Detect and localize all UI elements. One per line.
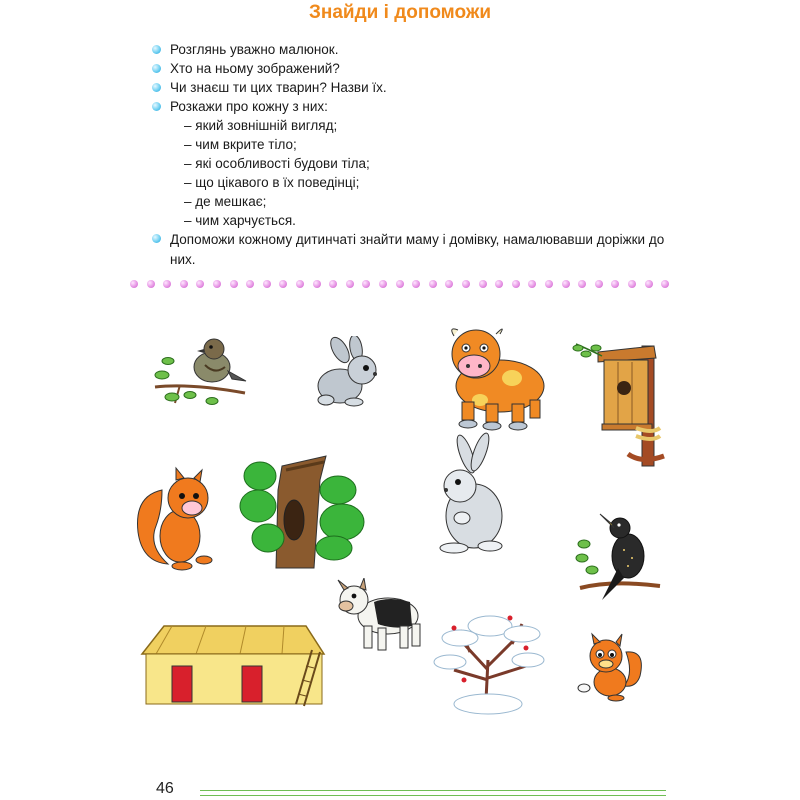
divider-dot xyxy=(180,280,188,288)
divider-dot xyxy=(595,280,603,288)
baby-squirrel-icon xyxy=(576,630,646,702)
sub-item: – чим харчується. xyxy=(184,213,296,228)
divider-dot xyxy=(147,280,155,288)
bullet-icon xyxy=(152,64,161,73)
sparrow-on-branch-icon xyxy=(150,335,250,410)
divider-dot xyxy=(313,280,321,288)
divider-dot xyxy=(396,280,404,288)
final-task xyxy=(148,230,668,269)
question-2 xyxy=(148,59,668,78)
question-1 xyxy=(148,40,668,59)
question-3 xyxy=(148,78,668,97)
divider-dot xyxy=(213,280,221,288)
footer-line xyxy=(200,795,666,796)
cow-icon xyxy=(440,320,552,432)
calf-icon xyxy=(334,578,424,656)
birdhouse-icon xyxy=(572,332,672,470)
snowy-bush-icon xyxy=(430,600,548,718)
bullet-icon xyxy=(152,102,161,111)
bullet-icon xyxy=(152,83,161,92)
question-text: Чи знаєш ти цих тварин? Назви їх. xyxy=(170,80,387,95)
divider-dot xyxy=(645,280,653,288)
divider-dot xyxy=(279,280,287,288)
divider-dot xyxy=(130,280,138,288)
final-task-text: Допоможи кожному дитинчаті знайти маму і домівку, намалювавши доріжки до них. xyxy=(170,232,665,267)
divider-dot xyxy=(661,280,669,288)
divider-dot xyxy=(495,280,503,288)
divider-dot xyxy=(196,280,204,288)
divider-dot xyxy=(545,280,553,288)
sub-item: – який зовнішній вигляд; xyxy=(184,118,338,133)
page-title: Знайди і допоможи xyxy=(308,2,491,23)
divider-dot xyxy=(412,280,420,288)
footer-line xyxy=(200,790,666,791)
squirrel-icon xyxy=(132,466,216,572)
question-4 xyxy=(148,97,668,116)
divider-dot xyxy=(246,280,254,288)
divider-dot xyxy=(379,280,387,288)
divider-dot xyxy=(163,280,171,288)
sub-item: – чим вкрите тіло; xyxy=(184,137,297,152)
divider-dot xyxy=(479,280,487,288)
starling-on-branch-icon xyxy=(572,508,664,604)
divider-dot xyxy=(611,280,619,288)
divider-dot xyxy=(346,280,354,288)
grey-bunny-icon xyxy=(312,336,384,411)
question-text: Розглянь уважно малюнок. xyxy=(170,42,339,57)
sub-item: – які особливості будови тіла; xyxy=(184,156,370,171)
divider-dot xyxy=(512,280,520,288)
dotted-divider xyxy=(130,280,670,290)
hollow-tree-icon xyxy=(238,450,368,574)
divider-dot xyxy=(329,280,337,288)
divider-dot xyxy=(445,280,453,288)
divider-dot xyxy=(230,280,238,288)
divider-dot xyxy=(462,280,470,288)
barn-icon xyxy=(136,620,326,710)
divider-dot xyxy=(628,280,636,288)
bullet-icon xyxy=(152,45,161,54)
divider-dot xyxy=(429,280,437,288)
question-text: Хто на ньому зображений? xyxy=(170,61,340,76)
white-hare-icon xyxy=(424,432,512,556)
divider-dot xyxy=(263,280,271,288)
divider-dot xyxy=(562,280,570,288)
divider-dot xyxy=(362,280,370,288)
divider-dot xyxy=(528,280,536,288)
question-text: Розкажи про кожну з них: xyxy=(170,99,328,114)
divider-dot xyxy=(296,280,304,288)
bullet-icon xyxy=(152,234,161,243)
sub-item: – що цікавого в їх поведінці; xyxy=(184,175,360,190)
divider-dot xyxy=(578,280,586,288)
page-number: 46 xyxy=(156,780,174,797)
instructions xyxy=(148,40,668,269)
sub-item: – де мешкає; xyxy=(184,194,267,209)
